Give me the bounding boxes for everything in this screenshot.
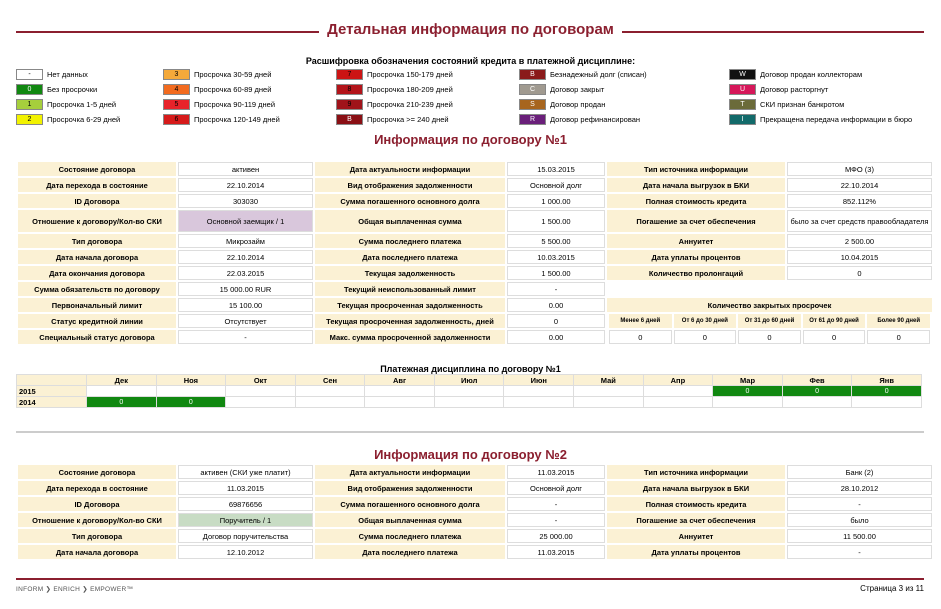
field-label: Дата перехода в состояние [18,178,176,192]
table-row [18,234,932,248]
field-value: Основной долг [507,178,605,192]
overdue-item: От 6 до 30 дней [674,314,737,328]
field-value: - [787,497,932,511]
status-cell [504,397,574,408]
field-label: Тип источника информации [607,465,785,479]
legend-label: Просрочка 150-179 дней [367,69,453,79]
field-value: Основной заемщик / 1 [178,210,313,232]
status-swatch: W [729,69,756,80]
page-title: Детальная информация по договорам [0,21,941,38]
year-label: 2015 [17,386,87,397]
footer-brand: INFORM ❯ ENRICH ❯ EMPOWER™ [16,586,134,593]
field-label: ID Договора [18,497,176,511]
field-label: Сумма последнего платежа [315,234,505,248]
discipline-title: Платежная дисциплина по договору №1 [380,364,561,374]
field-value: Отсутствует [178,314,313,328]
field-label: Статус кредитной линии [18,314,176,328]
table-row [18,178,932,192]
field-label: Состояние договора [18,465,176,479]
status-swatch: I [729,114,756,125]
status-swatch: 2 [16,114,43,125]
month-header: Фев [782,375,852,386]
legend-item [336,112,453,126]
field-label: Количество пролонгаций [607,266,785,280]
field-label: Аннуитет [607,529,785,543]
contract1-table [16,160,934,346]
contract1-title: Информация по договору №1 [374,132,567,147]
status-cell [365,386,435,397]
field-value: Поручитель / 1 [178,513,313,527]
overdue-cell [607,314,932,328]
status-swatch: 8 [336,84,363,95]
field-value: 1 000.00 [507,194,605,208]
field-value: было за счет средств правообладателя [787,210,932,232]
status-swatch: U [729,84,756,95]
section-divider [16,431,924,433]
field-label: Дата актуальности информации [315,465,505,479]
field-label: Отношение к договору/Кол-во СКИ [18,513,176,527]
contract2-title: Информация по договору №2 [374,447,567,462]
legend-column [729,67,912,127]
field-value: 15 100.00 [178,298,313,312]
overdue-item: 0 [738,330,801,344]
field-label: Вид отображения задолженности [315,481,505,495]
legend-item [519,97,647,111]
status-cell [852,397,922,408]
table-row [18,282,932,296]
legend-label: Договор рефинансирован [550,114,641,124]
legend-item [163,112,280,126]
month-header: Сен [295,375,365,386]
field-label: Дата начала договора [18,250,176,264]
field-value: Банк (2) [787,465,932,479]
status-swatch: T [729,99,756,110]
field-label: Полная стоимость кредита [607,497,785,511]
page-number: Страница 3 из 11 [860,584,924,593]
status-swatch: B [519,69,546,80]
field-label: Общая выплаченная сумма [315,513,505,527]
field-label: Дата начала выгрузок в БКИ [607,178,785,192]
field-value: - [178,330,313,344]
overdue-item: 0 [609,330,672,344]
month-header: Мар [713,375,783,386]
status-cell [365,397,435,408]
legend-column [519,67,647,127]
month-header: Май [574,375,644,386]
field-value: 0 [507,314,605,328]
field-label: Сумма погашенного основного долга [315,194,505,208]
contract2-table [16,463,934,561]
table-row [18,497,932,511]
month-header: Янв [852,375,922,386]
legend-item [729,97,912,111]
field-label: Первоначальный лимит [18,298,176,312]
overdue-item: Более 90 дней [867,314,930,328]
discipline-year-row [17,386,922,397]
status-swatch: C [519,84,546,95]
legend-item [336,67,453,81]
legend-label: Просрочка 90-119 дней [194,99,276,109]
legend-item [519,67,647,81]
status-swatch: 6 [163,114,190,125]
table-row [18,314,932,328]
table-row [18,250,932,264]
field-value: 25 000.00 [507,529,605,543]
legend-label: Договор расторгнут [760,84,829,94]
field-value: 2 500.00 [787,234,932,248]
status-cell [713,397,783,408]
field-value: - [507,282,605,296]
status-swatch: 3 [163,69,190,80]
status-cell [504,386,574,397]
status-cell [87,386,157,397]
legend-label: Нет данных [47,69,88,79]
status-cell [643,397,713,408]
field-label: Дата начала договора [18,545,176,559]
overdue-item: От 31 до 60 дней [738,314,801,328]
field-value: 15 000.00 RUR [178,282,313,296]
field-label: Дата уплаты процентов [607,545,785,559]
table-row [18,162,932,176]
field-value: 10.04.2015 [787,250,932,264]
overdue-cell [607,330,932,344]
field-label: Дата окончания договора [18,266,176,280]
legend-item [336,97,453,111]
field-value: Основной долг [507,481,605,495]
overdue-item: 0 [867,330,930,344]
month-header: Ноя [156,375,226,386]
field-label: Специальный статус договора [18,330,176,344]
field-value: активен [178,162,313,176]
legend-label: Договор продан [550,99,606,109]
overdue-subtable [607,330,932,344]
legend-label: Просрочка 60-89 дней [194,84,272,94]
legend-label: СКИ признан банкротом [760,99,845,109]
legend-item [729,67,912,81]
field-label: Дата уплаты процентов [607,250,785,264]
field-value: 0.00 [507,298,605,312]
status-cell [295,386,365,397]
status-cell [574,397,644,408]
overdue-count-header: Количество закрытых просрочек [607,298,932,312]
status-cell [434,397,504,408]
legend-item [519,82,647,96]
status-cell [782,397,852,408]
status-swatch: 0 [16,84,43,95]
field-value: 10.03.2015 [507,250,605,264]
legend-column [16,67,120,127]
legend-label: Просрочка 1-5 дней [47,99,117,109]
legend-label: Просрочка 6-29 дней [47,114,121,124]
status-swatch: 4 [163,84,190,95]
legend-item [163,97,280,111]
legend-item [729,112,912,126]
year-label: 2014 [17,397,87,408]
field-value: - [507,497,605,511]
overdue-subtable [607,314,932,328]
month-header: Окт [226,375,296,386]
field-value: Договор поручительства [178,529,313,543]
field-value: 22.03.2015 [178,266,313,280]
table-row [18,545,932,559]
discipline-header-row [17,375,922,386]
field-label: ID Договора [18,194,176,208]
field-value: - [507,513,605,527]
legend-item [16,97,120,111]
field-label: Погашение за счет обеспечения [607,210,785,232]
field-value: 5 500.00 [507,234,605,248]
table-row [18,465,932,479]
status-cell: 0 [87,397,157,408]
status-swatch: 5 [163,99,190,110]
field-label: Текущая просроченная задолженность, дней [315,314,505,328]
table-row [18,194,932,208]
field-label: Текущая задолженность [315,266,505,280]
field-label: Дата начала выгрузок в БКИ [607,481,785,495]
legend-item [16,82,120,96]
legend-title: Расшифровка обозначения состояний кредита в платежной дисциплине: [305,56,636,66]
field-value: - [787,545,932,559]
field-label: Сумма последнего платежа [315,529,505,543]
field-value: 1 500.00 [507,210,605,232]
field-label: Текущий неиспользованный лимит [315,282,505,296]
month-header: Дек [87,375,157,386]
field-label: Отношение к договору/Кол-во СКИ [18,210,176,232]
legend-label: Просрочка 30-59 дней [194,69,272,79]
table-row [18,298,932,312]
status-cell [434,386,504,397]
field-label: Тип договора [18,234,176,248]
status-cell [226,397,296,408]
field-value: 28.10.2012 [787,481,932,495]
field-value: Микрозайм [178,234,313,248]
field-label: Текущая просроченная задолженность [315,298,505,312]
table-row [18,330,932,344]
legend-label: Просрочка >= 240 дней [367,114,449,124]
field-value: 852.112% [787,194,932,208]
field-value: 0.00 [507,330,605,344]
table-row [18,210,932,232]
discipline-year-row [17,397,922,408]
legend-item [336,82,453,96]
field-label: Сумма погашенного основного долга [315,497,505,511]
status-swatch: R [519,114,546,125]
overdue-item: Менее 6 дней [609,314,672,328]
legend-label: Просрочка 180-209 дней [367,84,453,94]
field-label: Состояние договора [18,162,176,176]
legend-label: Прекращена передача информации в бюро [760,114,913,124]
field-label: Аннуитет [607,234,785,248]
legend-label: Договор закрыт [550,84,605,94]
status-swatch: 1 [16,99,43,110]
footer-line [16,578,924,580]
field-value: 15.03.2015 [507,162,605,176]
field-label: Сумма обязательств по договору [18,282,176,296]
status-cell: 0 [782,386,852,397]
status-swatch: 7 [336,69,363,80]
empty-cell [607,282,932,296]
legend-item [16,67,120,81]
corner-cell [17,375,87,386]
status-swatch: - [16,69,43,80]
month-header: Апр [643,375,713,386]
status-cell [574,386,644,397]
status-swatch: 9 [336,99,363,110]
field-label: Тип источника информации [607,162,785,176]
table-row [18,529,932,543]
legend-item [163,67,280,81]
field-value: 11.03.2015 [507,465,605,479]
overdue-item: 0 [803,330,866,344]
field-value: 0 [787,266,932,280]
overdue-item: 0 [674,330,737,344]
field-value: 22.10.2014 [787,178,932,192]
status-swatch: S [519,99,546,110]
field-value: 69876656 [178,497,313,511]
month-header: Июл [434,375,504,386]
field-label: Дата перехода в состояние [18,481,176,495]
status-cell: 0 [713,386,783,397]
field-value: 22.10.2014 [178,250,313,264]
legend-column [336,67,453,127]
table-row [18,266,932,280]
status-swatch: B [336,114,363,125]
field-value: 22.10.2014 [178,178,313,192]
field-label: Дата последнего платежа [315,250,505,264]
status-cell [226,386,296,397]
status-cell [643,386,713,397]
legend-item [519,112,647,126]
month-header: Авг [365,375,435,386]
legend-item [163,82,280,96]
field-value: 11.03.2015 [507,545,605,559]
legend-label: Без просрочки [47,84,98,94]
field-value: 303030 [178,194,313,208]
field-label: Макс. сумма просроченной задолженности [315,330,505,344]
field-label: Вид отображения задолженности [315,178,505,192]
field-value: 11 500.00 [787,529,932,543]
field-label: Дата актуальности информации [315,162,505,176]
field-value: 12.10.2012 [178,545,313,559]
table-row [18,481,932,495]
field-label: Общая выплаченная сумма [315,210,505,232]
field-value: 1 500.00 [507,266,605,280]
status-cell [295,397,365,408]
overdue-item: От 61 до 90 дней [803,314,866,328]
legend-item [16,112,120,126]
field-value: было [787,513,932,527]
status-cell: 0 [156,397,226,408]
status-cell: 0 [852,386,922,397]
legend-item [729,82,912,96]
field-value: 11.03.2015 [178,481,313,495]
legend-label: Договор продан коллекторам [760,69,863,79]
legend-label: Просрочка 120-149 дней [194,114,280,124]
legend-label: Просрочка 210-239 дней [367,99,453,109]
field-label: Дата последнего платежа [315,545,505,559]
table-row [18,513,932,527]
field-value: МФО (3) [787,162,932,176]
month-header: Июн [504,375,574,386]
status-cell [156,386,226,397]
field-label: Тип договора [18,529,176,543]
field-value: активен (СКИ уже платит) [178,465,313,479]
discipline-table [16,374,922,408]
field-label: Полная стоимость кредита [607,194,785,208]
legend-label: Безнадежный долг (списан) [550,69,647,79]
field-label: Погашение за счет обеспечения [607,513,785,527]
legend-column [163,67,280,127]
